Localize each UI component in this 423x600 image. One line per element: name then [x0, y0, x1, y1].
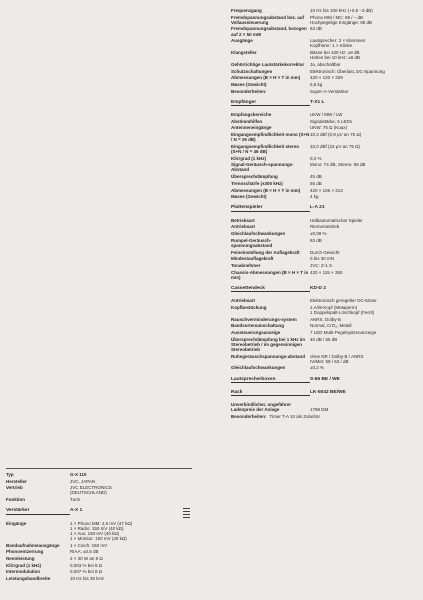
spec-row: [231, 194, 419, 199]
spec-value: Bässe bei 100 Hz: ±8 dB Höhen bei 10 kHz: ±8 dB: [310, 50, 360, 61]
spec-row: [231, 156, 419, 161]
spec-row: [6, 521, 192, 541]
spec-row: [231, 181, 419, 186]
spec-value: 1 × Phono MM: 2,5 mV (47 kΩ) 1 × Radio: 150 mV (40 kΩ) 1 × Aux: 150 mV (40 kΩ) 1 × Monitor: 150 mV (40 kΩ): [70, 520, 133, 541]
spec-value: RIAA: ±0,5 dB: [70, 549, 99, 555]
cassette-model: KD-D 2: [310, 285, 326, 291]
spec-row: [231, 224, 419, 229]
spec-label: Bandsortenumschaltung: [231, 323, 285, 329]
right-column: [231, 8, 419, 421]
spec-value: Ja, abschaltbar: [310, 61, 341, 67]
spec-row: [231, 132, 419, 142]
spec-label: Ruhegeräuschspannungs-abstand: [231, 353, 306, 359]
spec-value: Turm: [70, 497, 81, 503]
spec-label: Nennleistung: [6, 556, 35, 561]
spec-value: Signalstärke, 5 LEDs: [310, 118, 353, 124]
spec-value: Riemenantrieb: [310, 224, 340, 230]
spec-label: Abstimmhilfen: [231, 118, 263, 124]
spec-value: Lautsprecher: 2 × Klemmen Kopfhörer: 1 × Klinke: [310, 38, 366, 49]
spec-value: Mono: 74 dB, Stereo: 65 dB: [310, 162, 366, 168]
spec-value: 63 dB: [310, 26, 322, 32]
tuner-model: T-X1 L: [310, 99, 325, 105]
spec-row: [231, 38, 419, 48]
spec-value: 0,003 % bei 8 Ω: [70, 562, 103, 568]
spec-row: [6, 497, 192, 502]
spec-value: 0,007 % bei 8 Ω: [70, 569, 103, 575]
spec-value: 32,0 dBf (23 μV an 75 Ω): [310, 143, 360, 149]
rack-heading-row: [231, 390, 419, 397]
speakers-heading-row: [231, 377, 419, 384]
spec-label: Aussteuerungsanzeige: [231, 330, 281, 336]
spec-label: Intermodulation: [6, 569, 40, 575]
spec-row: [6, 472, 192, 477]
spec-value: 420 × 106 × 313: [310, 187, 343, 193]
spec-value: ±0,08 %: [310, 231, 327, 237]
spec-row: [231, 365, 419, 370]
amplifier-heading: Verstärker: [6, 508, 30, 514]
spec-label: Ausgänge: [231, 38, 253, 44]
turntable-heading-row: [231, 205, 419, 212]
spec-value: Normal, CrO₂, Metall: [310, 323, 352, 329]
spec-label: Tonabnehmer: [231, 262, 261, 268]
spec-value: 7 LED Multi-Pegelspitzenanzeige: [310, 330, 377, 336]
notes-label: Besonderheiten:: [231, 414, 267, 420]
spec-row: [231, 144, 419, 154]
amplifier-spec-continued: [231, 8, 419, 94]
spec-row: [6, 576, 192, 581]
spec-value: Elektronisch: Überlast, DC-Spannung: [310, 68, 385, 74]
turntable-heading: Plattenspieler: [231, 205, 263, 211]
spec-label: Klangsteller: [231, 50, 257, 56]
spec-value: Elektronisch geregelter DC-Motor: [310, 298, 377, 304]
spec-row: [231, 330, 419, 335]
spec-value: ohne NR / Dolby-B / ANRS IV/Met: 58 / 63 / dB: [310, 353, 364, 364]
price-row: [231, 402, 419, 412]
turntable-model: L-A 21: [310, 205, 325, 211]
spec-value: Durch Gewicht: [310, 249, 340, 255]
spec-label: Leistungsbandbreite: [6, 576, 51, 582]
spec-row: [231, 62, 419, 67]
spec-label: Chassis-Abmessungen (B × H × T in mm): [231, 269, 309, 280]
spec-value: 1 × Cinch: 150 mV: [70, 542, 108, 548]
spec-label: Klirrgrad (1 kHz): [231, 155, 267, 161]
spec-value: Halbautomatischer Spieler: [310, 217, 363, 223]
amplifier-heading-row: [6, 508, 192, 515]
spec-label: Eingänge: [6, 520, 27, 526]
spec-value: UKW: 75 Ω (Koax): [310, 125, 348, 131]
spec-row: [6, 479, 192, 484]
spec-label: Antenneneingänge: [231, 125, 272, 131]
spec-row: [231, 256, 419, 261]
spec-row: [231, 174, 419, 179]
tuner-heading: Empfänger: [231, 99, 257, 105]
spec-row: [231, 125, 419, 130]
spec-label: Übersprechdämpfung: [231, 174, 278, 180]
spec-row: [231, 89, 419, 94]
tuner-spec-list: [231, 112, 419, 199]
spec-label: Phonoentzerrung: [6, 549, 44, 555]
cassette-heading-row: [231, 286, 419, 293]
amplifier-model: A-X 1: [70, 508, 83, 514]
spec-row: [231, 250, 419, 255]
spec-label: Mindestauflagekraft: [231, 256, 274, 262]
spec-label: Fremdspannungsabstand bez. auf Vollaussteuerung: [231, 14, 305, 25]
spec-label: Rauschverminderungs-system: [231, 316, 297, 322]
spec-row: [231, 218, 419, 223]
spec-label: Klirrgrad (1 kHz): [6, 562, 42, 568]
spec-label: Gehörrichtige Lautstärkekorrektur: [231, 61, 305, 67]
amplifier-spec-list: [6, 521, 192, 582]
tuner-heading-row: [231, 100, 419, 107]
spec-row: [231, 112, 419, 117]
spec-value: 4 kg: [310, 194, 319, 200]
spec-value: ±0,2 %: [310, 365, 324, 371]
spec-label: Feineinstellung der Auflagekraft: [231, 249, 300, 255]
cassette-heading: Cassettendeck: [231, 285, 265, 291]
spec-row: [6, 556, 192, 561]
spec-value: Super-A-Verstärker: [310, 88, 349, 94]
spec-label: Vertrieb: [6, 485, 23, 491]
spec-value: 420 × 120 × 329: [310, 75, 343, 81]
spec-label: Übersprechdämpfung bei 1 kHz im Stereobetrieb / im gegensinnigen Stereobetrieb: [231, 336, 306, 352]
spec-row: [231, 162, 419, 172]
spec-label: Masse (Gewicht): [231, 194, 267, 200]
spec-label: Gleichlaufschwankungen: [231, 231, 286, 237]
rack-model: LK-5042 BE/WE: [310, 389, 346, 395]
device-info-list: [6, 472, 192, 502]
spec-label: Eingangsempfindlichkeit stereo (S+N / N = 46 dB): [231, 143, 300, 154]
spec-value: 45 dB: [310, 174, 322, 180]
spec-label: Empfangsbereiche: [231, 112, 272, 118]
spec-value: 420 × 115 × 350: [310, 269, 343, 275]
spec-label: Kopfbestückung: [231, 304, 267, 310]
spec-value: 10,3 dBf (0,9 μV an 75 Ω): [310, 132, 362, 138]
spec-value: 40 dB / 65 dB: [310, 336, 338, 342]
spec-label: Abmessungen (B × H × T in mm): [231, 75, 301, 81]
spec-label: Betriebsart: [231, 217, 255, 223]
spec-row: [231, 323, 419, 328]
spec-label: Frequenzgang: [231, 8, 262, 13]
spec-row: [6, 569, 192, 574]
speakers-heading: Lautsprecherboxen: [231, 376, 276, 382]
spec-row: [231, 15, 419, 25]
spec-value: 0,2 %: [310, 155, 322, 161]
spec-value: JVC ELECTRONICS (DEUTSCHLAND): [70, 485, 112, 496]
turntable-spec-list: [231, 218, 419, 280]
spec-label: Funktion: [6, 497, 25, 503]
spec-row: [231, 263, 419, 268]
speakers-model: S-66 BE / WE: [310, 376, 340, 382]
spec-label: Signal-Geräusch-spannungs-Abstand: [231, 162, 294, 173]
rack-heading: Rack: [231, 389, 243, 395]
spec-label: Rumpel-Geräusch-spannungsabstand: [231, 237, 273, 248]
spec-row: [231, 188, 419, 193]
spec-row: [231, 298, 419, 303]
spec-label: Schutzschaltungen: [231, 68, 273, 74]
spec-row: [231, 354, 419, 364]
top-rule: [6, 468, 192, 469]
notes-value: Timer T-A 10 als Zubehör: [269, 414, 321, 420]
spec-value: 10 Hz bis 100 kHz (+0,5 −3 dB): [310, 8, 373, 13]
cassette-spec-list: [231, 298, 419, 370]
spec-value: Phono MM / MC: 69 / – dB Hochpegelige Eingänge: 95 dB: [310, 14, 373, 25]
spec-row: [231, 8, 419, 13]
price-label: Unverbindlicher, ungefährer Ladenpreis der Anlage: [231, 402, 292, 413]
spec-row: [6, 549, 192, 554]
left-column: [6, 467, 192, 583]
spec-value: 0 bis 30 mN: [310, 256, 335, 262]
spec-value: 2 × 30 W an 8 Ω: [70, 556, 103, 561]
spec-label: Trennschärfe (±300 kHz): [231, 180, 283, 186]
spec-value: ANRS, Dolby-B: [310, 316, 342, 322]
spec-value: JVC: Z-1 S: [310, 262, 333, 268]
spec-label: Besonderheiten:: [231, 88, 267, 94]
spec-label: Eingangsempfindlichkeit mono (S+N / N = 26 dB): [231, 132, 310, 143]
spec-row: [231, 69, 419, 74]
spec-row: [231, 50, 419, 60]
edge-mark-icon: [183, 508, 190, 518]
spec-row: [231, 26, 419, 36]
spec-row: [231, 82, 419, 87]
spec-row: [231, 270, 419, 280]
spec-value: JVC, JAPAN: [70, 478, 96, 484]
spec-value: 55 dB: [310, 180, 322, 186]
spec-value: 1 A/W-Kopf (Metaperm) 1 Doppelspalt-Löschkopf (Ferrit): [310, 304, 375, 315]
spec-label: Fremdspannungsabstand, bezogen auf 2 × 50 mW: [231, 26, 307, 37]
spec-label: Masse (Gewicht): [231, 81, 267, 87]
spec-row: [6, 485, 192, 495]
spec-row: [231, 119, 419, 124]
spec-row: [6, 543, 192, 548]
spec-row: [231, 337, 419, 352]
spec-value: 10 Hz bis 30 kHz: [70, 576, 105, 582]
notes-row: [231, 414, 419, 419]
spec-label: Typ: [6, 472, 14, 477]
spec-row: [6, 563, 192, 568]
spec-row: [231, 238, 419, 248]
spec-value: G-X 110: [70, 472, 87, 477]
spec-row: [231, 317, 419, 322]
spec-label: Antriebsart: [231, 224, 256, 230]
spec-label: Bandaufnahmeausgänge: [6, 542, 60, 548]
spec-row: [231, 75, 419, 80]
spec-label: Hersteller: [6, 478, 27, 484]
spec-label: Antriebsart: [231, 298, 256, 304]
spec-value: 63 dB: [310, 237, 322, 243]
spec-label: Gleichlaufschwankungen: [231, 365, 286, 371]
spec-value: UKW / MW / LW: [310, 112, 343, 118]
spec-label: Abmessungen (B × H × T in mm): [231, 187, 301, 193]
spec-value: 5,5 kg: [310, 81, 323, 87]
spec-row: [231, 305, 419, 315]
price-value: 1798 DM: [310, 407, 329, 413]
spec-row: [231, 231, 419, 236]
